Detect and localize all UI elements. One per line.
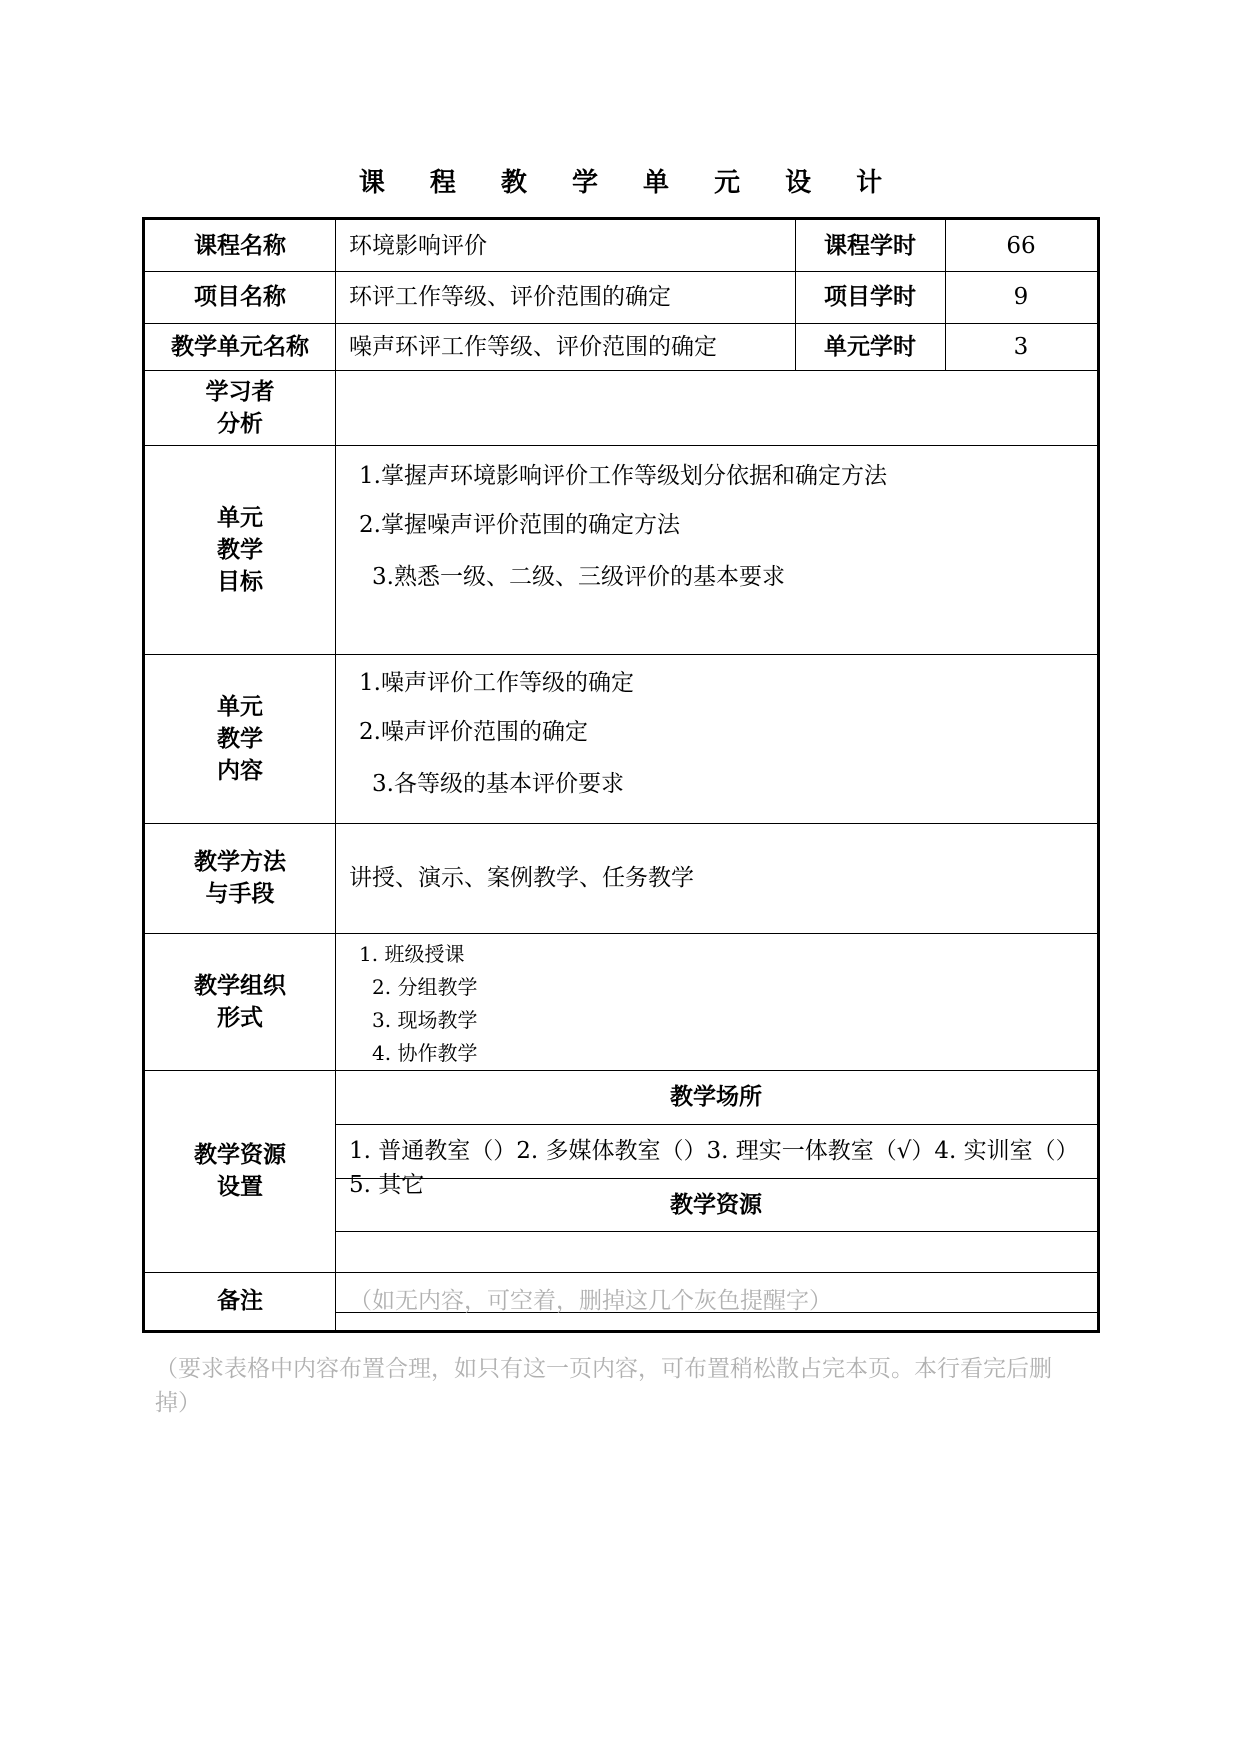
organization-label-line: 教学组织 <box>194 972 286 999</box>
course-hours-value: 66 <box>1006 232 1036 259</box>
organization-item: 2. 分组教学 <box>372 975 478 999</box>
content-label-line: 内容 <box>217 757 263 784</box>
objective-item: 1.掌握声环境影响评价工作等级划分依据和确定方法 <box>359 463 887 489</box>
footer-note: （要求表格中内容布置合理，如只有这一页内容，可布置稍松散占完本页。本行看完后删掉） <box>155 1356 1052 1416</box>
organization-label-line: 形式 <box>217 1004 263 1031</box>
unit-hours-label: 单元学时 <box>824 333 916 360</box>
method-label-line: 教学方法 <box>194 849 286 875</box>
project-name-value: 环评工作等级、评价范围的确定 <box>349 284 671 310</box>
content-label <box>145 654 335 823</box>
objective-item: 2.掌握噪声评价范围的确定方法 <box>359 512 680 538</box>
organization-item: 3. 现场教学 <box>372 1008 478 1032</box>
content-label-line: 教学 <box>217 725 263 752</box>
venue-header: 教学场所 <box>670 1084 762 1110</box>
objectives-label-line: 单元 <box>217 504 263 531</box>
remarks-label: 备注 <box>217 1288 263 1314</box>
objectives-label <box>145 445 335 654</box>
project-name-label: 项目名称 <box>194 284 286 310</box>
organization-item: 1. 班级授课 <box>359 942 465 966</box>
organization-label <box>145 933 335 1070</box>
content-item: 3.各等级的基本评价要求 <box>372 771 624 797</box>
unit-hours-value: 3 <box>1013 333 1029 360</box>
learner-label-line2: 分析 <box>217 410 263 437</box>
content-item: 1.噪声评价工作等级的确定 <box>359 670 634 696</box>
learner-label-line1: 学习者 <box>205 378 275 405</box>
remarks-placeholder: （如无内容，可空着，删掉这几个灰色提醒字） <box>349 1288 832 1314</box>
method-label <box>145 823 335 933</box>
resources-label-line: 教学资源 <box>194 1142 286 1168</box>
objectives-label-line: 目标 <box>217 568 263 595</box>
project-hours-value: 9 <box>1013 284 1029 310</box>
objectives-label-line: 教学 <box>217 536 263 563</box>
resource-header: 教学资源 <box>670 1191 762 1218</box>
course-hours-label: 课程学时 <box>824 232 916 259</box>
project-hours-label: 项目学时 <box>824 284 916 310</box>
resources-label <box>145 1070 335 1272</box>
method-label-line: 与手段 <box>205 881 275 907</box>
content-label-line: 单元 <box>217 693 263 720</box>
venue-options-text: 1. 普通教室（）2. 多媒体教室（）3. 理实一体教室（√）4. 实训室（）5. 其它 <box>349 1138 1079 1198</box>
method-value: 讲授、演示、案例教学、任务教学 <box>349 865 694 891</box>
unit-name-value: 噪声环评工作等级、评价范围的确定 <box>349 333 717 360</box>
course-name-value: 环境影响评价 <box>349 232 487 259</box>
course-name-label: 课程名称 <box>194 232 286 259</box>
objective-item: 3.熟悉一级、二级、三级评价的基本要求 <box>372 564 785 590</box>
learner-analysis-value <box>349 370 1089 445</box>
venue-options <box>349 1125 1091 1198</box>
resources-label-line: 设置 <box>217 1174 263 1200</box>
page-title: 课 程 教 学 单 元 设 计 <box>358 168 901 198</box>
unit-design-table <box>142 217 1100 1333</box>
organization-item: 4. 协作教学 <box>372 1041 478 1065</box>
content-item: 2.噪声评价范围的确定 <box>359 719 588 745</box>
unit-name-label: 教学单元名称 <box>171 333 309 360</box>
resource-value <box>349 1231 1089 1272</box>
learner-analysis-label <box>145 370 335 445</box>
